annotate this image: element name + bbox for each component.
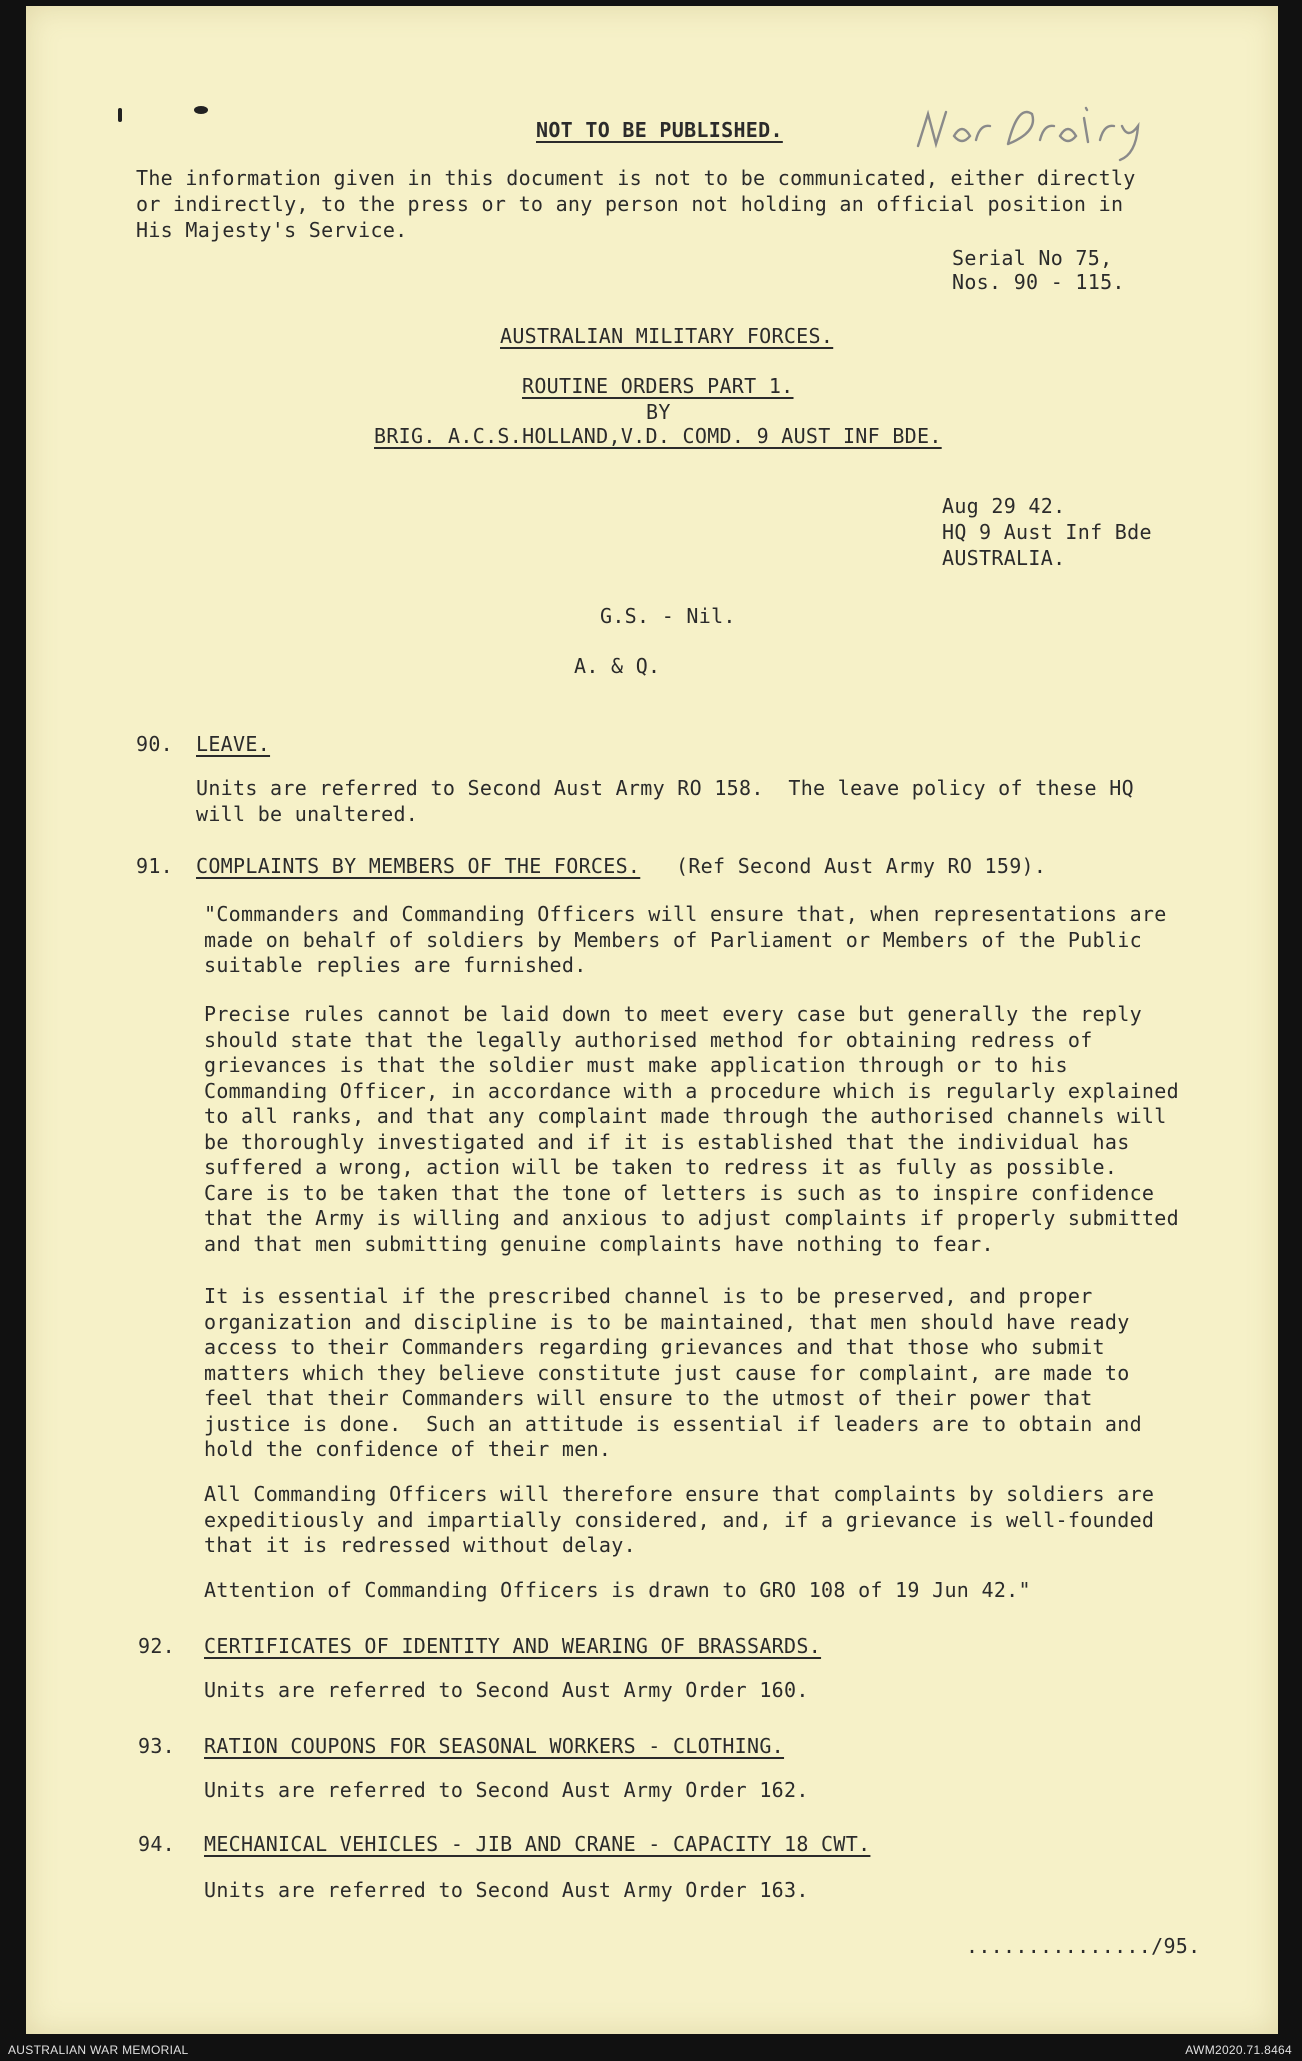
item-number: 94. [138,1832,176,1856]
not-to-be-published-title: NOT TO BE PUBLISHED. [536,118,783,142]
paragraph-line: expeditiously and impartially considered, and, if a grievance is well-founded [204,1507,1155,1532]
item-text-line: Units are referred to Second Aust Army Order 163. [204,1878,809,1902]
paragraph-line: suffered a wrong, action will be taken to redress it as fully as possible. [204,1155,1118,1179]
paragraph-line: matters which they believe constitute just cause for complaint, are made to [204,1360,1130,1385]
issuing-place: AUSTRALIA. [942,546,1066,570]
item-title: LEAVE. [196,732,271,756]
forces-heading: AUSTRALIAN MILITARY FORCES. [500,324,834,348]
aq-section: A. & Q. [574,654,661,678]
issue-date: Aug 29 42. [942,494,1066,518]
complaints-paragraph-5: Attention of Commanding Officers is drawn to GRO 108 of 19 Jun 42." [204,1578,1031,1602]
item-title: MECHANICAL VEHICLES - JIB AND CRANE - CAPACITY 18 CWT. [204,1832,871,1856]
paragraph-line: Commanding Officer, in accordance with a procedure which is regularly explained [204,1078,1179,1103]
item-title: COMPLAINTS BY MEMBERS OF THE FORCES. [196,854,641,878]
ink-mark [194,106,208,114]
paragraph-line: made on behalf of soldiers by Members of Parliament or Members of the Public [204,927,1142,952]
serial-number: Serial No 75, [952,246,1113,270]
paragraph-line: justice is done. Such an attitude is essential if leaders are to obtain and [204,1411,1142,1436]
paragraph-line: that the Army is willing and anxious to adjust complaints if properly submitted [204,1206,1179,1230]
footer-institution: AUSTRALIAN WAR MEMORIAL [8,2043,189,2057]
paragraph-line: It is essential if the prescribed channel is to be preserved, and proper [204,1284,1093,1308]
by-line: BY [646,400,671,424]
item-reference: (Ref Second Aust Army RO 159). [676,854,1047,878]
paragraph-line: All Commanding Officers will therefore ensure that complaints by soldiers are [204,1482,1155,1506]
item-text-line: will be unaltered. [196,802,419,826]
item-text-line: Units are referred to Second Aust Army Order 162. [204,1778,809,1802]
paragraph-line: Precise rules cannot be laid down to meet every case but generally the reply [204,1002,1142,1026]
item-title: RATION COUPONS FOR SEASONAL WORKERS - CLOTHING. [204,1734,785,1758]
paragraph-line: to all ranks, and that any complaint made through the authorised channels will [204,1104,1167,1128]
paragraph-line: Care is to be taken that the tone of letters is such as to inspire confidence [204,1180,1155,1205]
gs-section: G.S. - Nil. [600,604,736,628]
item-title: CERTIFICATES OF IDENTITY AND WEARING OF BRASSARDS. [204,1634,822,1658]
notice-line-1: The information given in this document is not to be communicated, either directly [136,166,1136,190]
item-text-line: Units are referred to Second Aust Army RO 158. The leave policy of these HQ [196,776,1134,800]
paragraph-line: organization and discipline is to be maintained, that men should have ready [204,1309,1130,1334]
punch-mark [118,108,122,122]
paragraph-line: should state that the legally authorised method for obtaining redress of [204,1027,1093,1052]
item-number: 90. [136,732,174,756]
paragraph-line: grievances is that the soldier must make application through or to his [204,1053,1068,1077]
paragraph-line: that it is redressed without delay. [204,1533,636,1557]
paragraph-line: and that men submitting genuine complaints have nothing to fear. [204,1231,994,1256]
paragraph-line: be thoroughly investigated and if it is established that the individual has [204,1129,1130,1154]
continuation-marker: .............../95. [966,1934,1201,1958]
item-number: 92. [138,1634,176,1658]
order-numbers: Nos. 90 - 115. [952,270,1125,294]
notice-line-2: or indirectly, to the press or to any person not holding an official position in [136,192,1124,216]
paragraph-line: suitable replies are furnished. [204,953,587,977]
paragraph-line: feel that their Commanders will ensure to the utmost of their power that [204,1386,1093,1410]
paragraph-line: access to their Commanders regarding grievances and that those who submit [204,1335,1105,1359]
item-number: 91. [136,854,174,878]
notice-line-3: His Majesty's Service. [136,218,408,242]
item-text-line: Units are referred to Second Aust Army Order 160. [204,1678,809,1702]
brigadier-line: BRIG. A.C.S.HOLLAND,V.D. COMD. 9 AUST INF BDE. [374,424,942,448]
paragraph-line: hold the confidence of their men. [204,1437,612,1461]
item-number: 93. [138,1734,176,1758]
routine-orders-heading: ROUTINE ORDERS PART 1. [522,374,794,398]
handwritten-annotation [910,96,1190,166]
document-page [26,6,1278,2034]
footer-catalogue-number: AWM2020.71.8464 [1185,2043,1292,2057]
issuing-hq: HQ 9 Aust Inf Bde [942,520,1152,544]
paragraph-line: "Commanders and Commanding Officers will ensure that, when representations are [204,902,1167,926]
